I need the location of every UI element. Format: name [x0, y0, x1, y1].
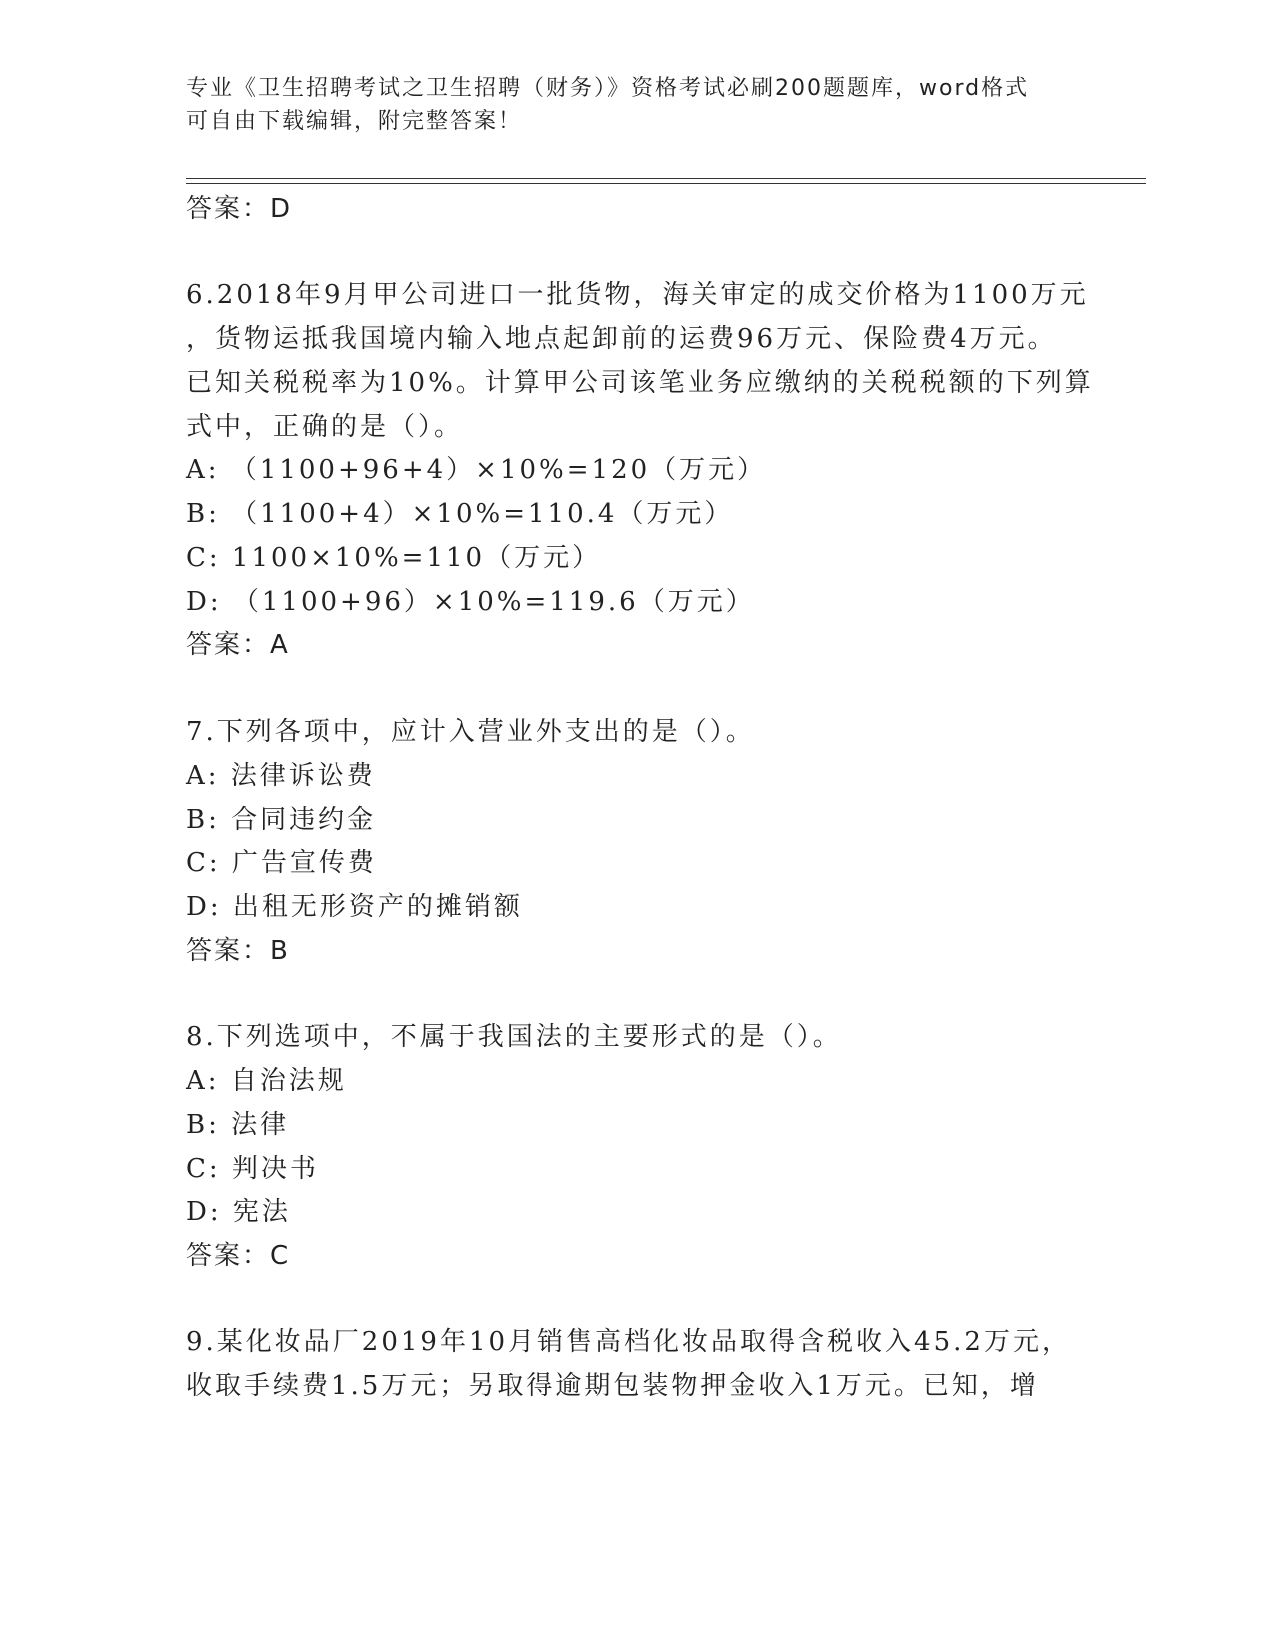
option-d: D: 宪法 [186, 1197, 291, 1227]
header-rule-bottom [186, 183, 1146, 184]
question-text-line: ，货物运抵我国境内输入地点起卸前的运费96万元、保险费4万元。 [186, 324, 1057, 354]
option-d: D: 出租无形资产的摊销额 [186, 892, 523, 922]
option-a: A: （1100+96+4）×10%=120（万元） [186, 455, 767, 485]
option-b: B: 法律 [186, 1110, 290, 1140]
document-header [186, 72, 1086, 138]
option-c: C: 广告宣传费 [186, 848, 377, 878]
option-a: A: 自治法规 [186, 1066, 347, 1096]
header-rule-top [186, 178, 1146, 179]
option-c: C: 判决书 [186, 1154, 319, 1184]
header-line-1: 专业《卫生招聘考试之卫生招聘（财务）》资格考试必刷200题题库，word格式 [186, 76, 1030, 101]
option-c: C: 1100×10%=110（万元） [186, 543, 602, 573]
question-text-line: 收取手续费1.5万元；另取得逾期包装物押金收入1万元。已知，增 [186, 1371, 1039, 1401]
question-text-line: 7.下列各项中，应计入营业外支出的是（）。 [186, 717, 755, 747]
question-text-line: 9.某化妆品厂2019年10月销售高档化妆品取得含税收入45.2万元， [186, 1327, 1071, 1357]
answer-previous: 答案：D [186, 194, 293, 224]
header-line-2: 可自由下载编辑，附完整答案！ [186, 109, 523, 134]
answer: 答案：B [186, 936, 290, 966]
question-text-line: 式中，正确的是（）。 [186, 412, 464, 442]
option-d: D: （1100+96）×10%=119.6（万元） [186, 587, 755, 617]
option-b: B: 合同违约金 [186, 805, 377, 835]
answer: 答案：C [186, 1241, 291, 1271]
question-text-line: 6.2018年9月甲公司进口一批货物，海关审定的成交价格为1100万元 [186, 280, 1089, 310]
question-text-line: 已知关税税率为10%。计算甲公司该笔业务应缴纳的关税税额的下列算 [186, 368, 1094, 398]
option-b: B: （1100+4）×10%=110.4（万元） [186, 499, 734, 529]
answer: 答案：A [186, 630, 290, 660]
question-text-line: 8.下列选项中，不属于我国法的主要形式的是（）。 [186, 1022, 842, 1052]
option-a: A: 法律诉讼费 [186, 761, 376, 791]
